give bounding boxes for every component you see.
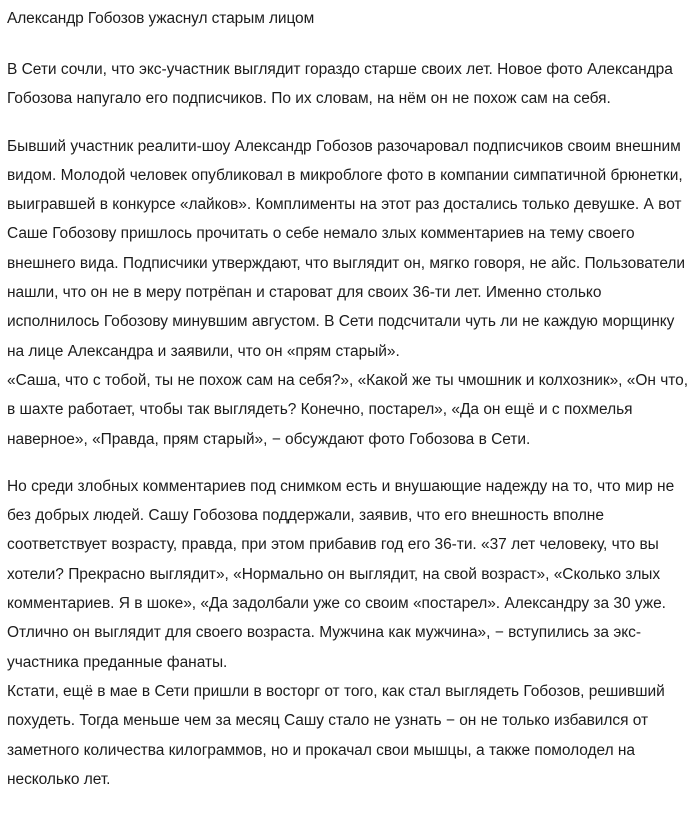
paragraph-group-quotes — [7, 366, 691, 454]
article-paragraph-body-4: Кстати, ещё в мае в Сети пришли в восторг от того, как стал выглядеть Гобозов, решивший похудеть. Тогда меньше чем за месяц Сашу стало не узнать − он не только избавился от заметного количества килограммов, но и прокачал свои мышцы, а также помолодел на несколько лет. — [7, 682, 665, 788]
paragraph-spacer-2 — [7, 454, 691, 472]
page-title: Александр Гобозов ужаснул старым лицом — [7, 10, 315, 27]
paragraph-spacer-1 — [7, 114, 691, 132]
article-paragraph-body-3: Но среди злобных комментариев под снимком есть и внушающие надежду на то, что мир не без добрых людей. Сашу Гобозова поддержали, заявив, что его внешность вполне соответствует возрасту, правда, при этом прибавив год его 36-ти. «37 лет человеку, что вы хотели? Прекрасно выглядит», «Нормально он выглядит, на свой возраст», «Сколько злых комментариев. Я в шоке», «Да задолбали уже со своим «постарел». Александру за 30 уже. Отлично он выглядит для своего возраста. Мужчина как мужчина», − вступились за экс-участника преданные фанаты. — [7, 477, 675, 671]
title-spacer — [7, 28, 691, 55]
article-paragraph-body-1: Бывший участник реалити-шоу Александр Гобозов разочаровал подписчиков своим внешним видом. Молодой человек опубликовал в микроблоге фото в компании симпатичной брюнетки, выигравшей в конкурсе «лайков». Комплименты на этот раз достались только девушке. А вот Саше Гобозову пришлось прочитать о себе немало злых комментариев на тему своего внешнего вида. Подписчики утверждают, что выглядит он, мягко говоря, не айс. Пользователи нашли, что он не в меру потрёпан и староват для своих 36-ти лет. Именно столько исполнилось Гобозову минувшим августом. В Сети подсчитали чуть ли не каждую морщинку на лице Александра и заявили, что он «прям старый». — [7, 137, 686, 360]
article-paragraph-body-2: «Саша, что с тобой, ты не похож сам на себя?», «Какой же ты чмошник и колхозник», «Он что, в шахте работает, чтобы так выглядеть? Конечно, постарел», «Да он ещё и с похмелья наверное», «Правда, прям старый», − обсуждают фото Гобозова в Сети. — [7, 371, 688, 448]
article-paragraph-lead: В Сети сочли, что экс-участник выглядит гораздо старше своих лет. Новое фото Александра Гобозова напугало его подписчиков. По их словам, на нём он не похож сам на себя. — [7, 61, 673, 108]
